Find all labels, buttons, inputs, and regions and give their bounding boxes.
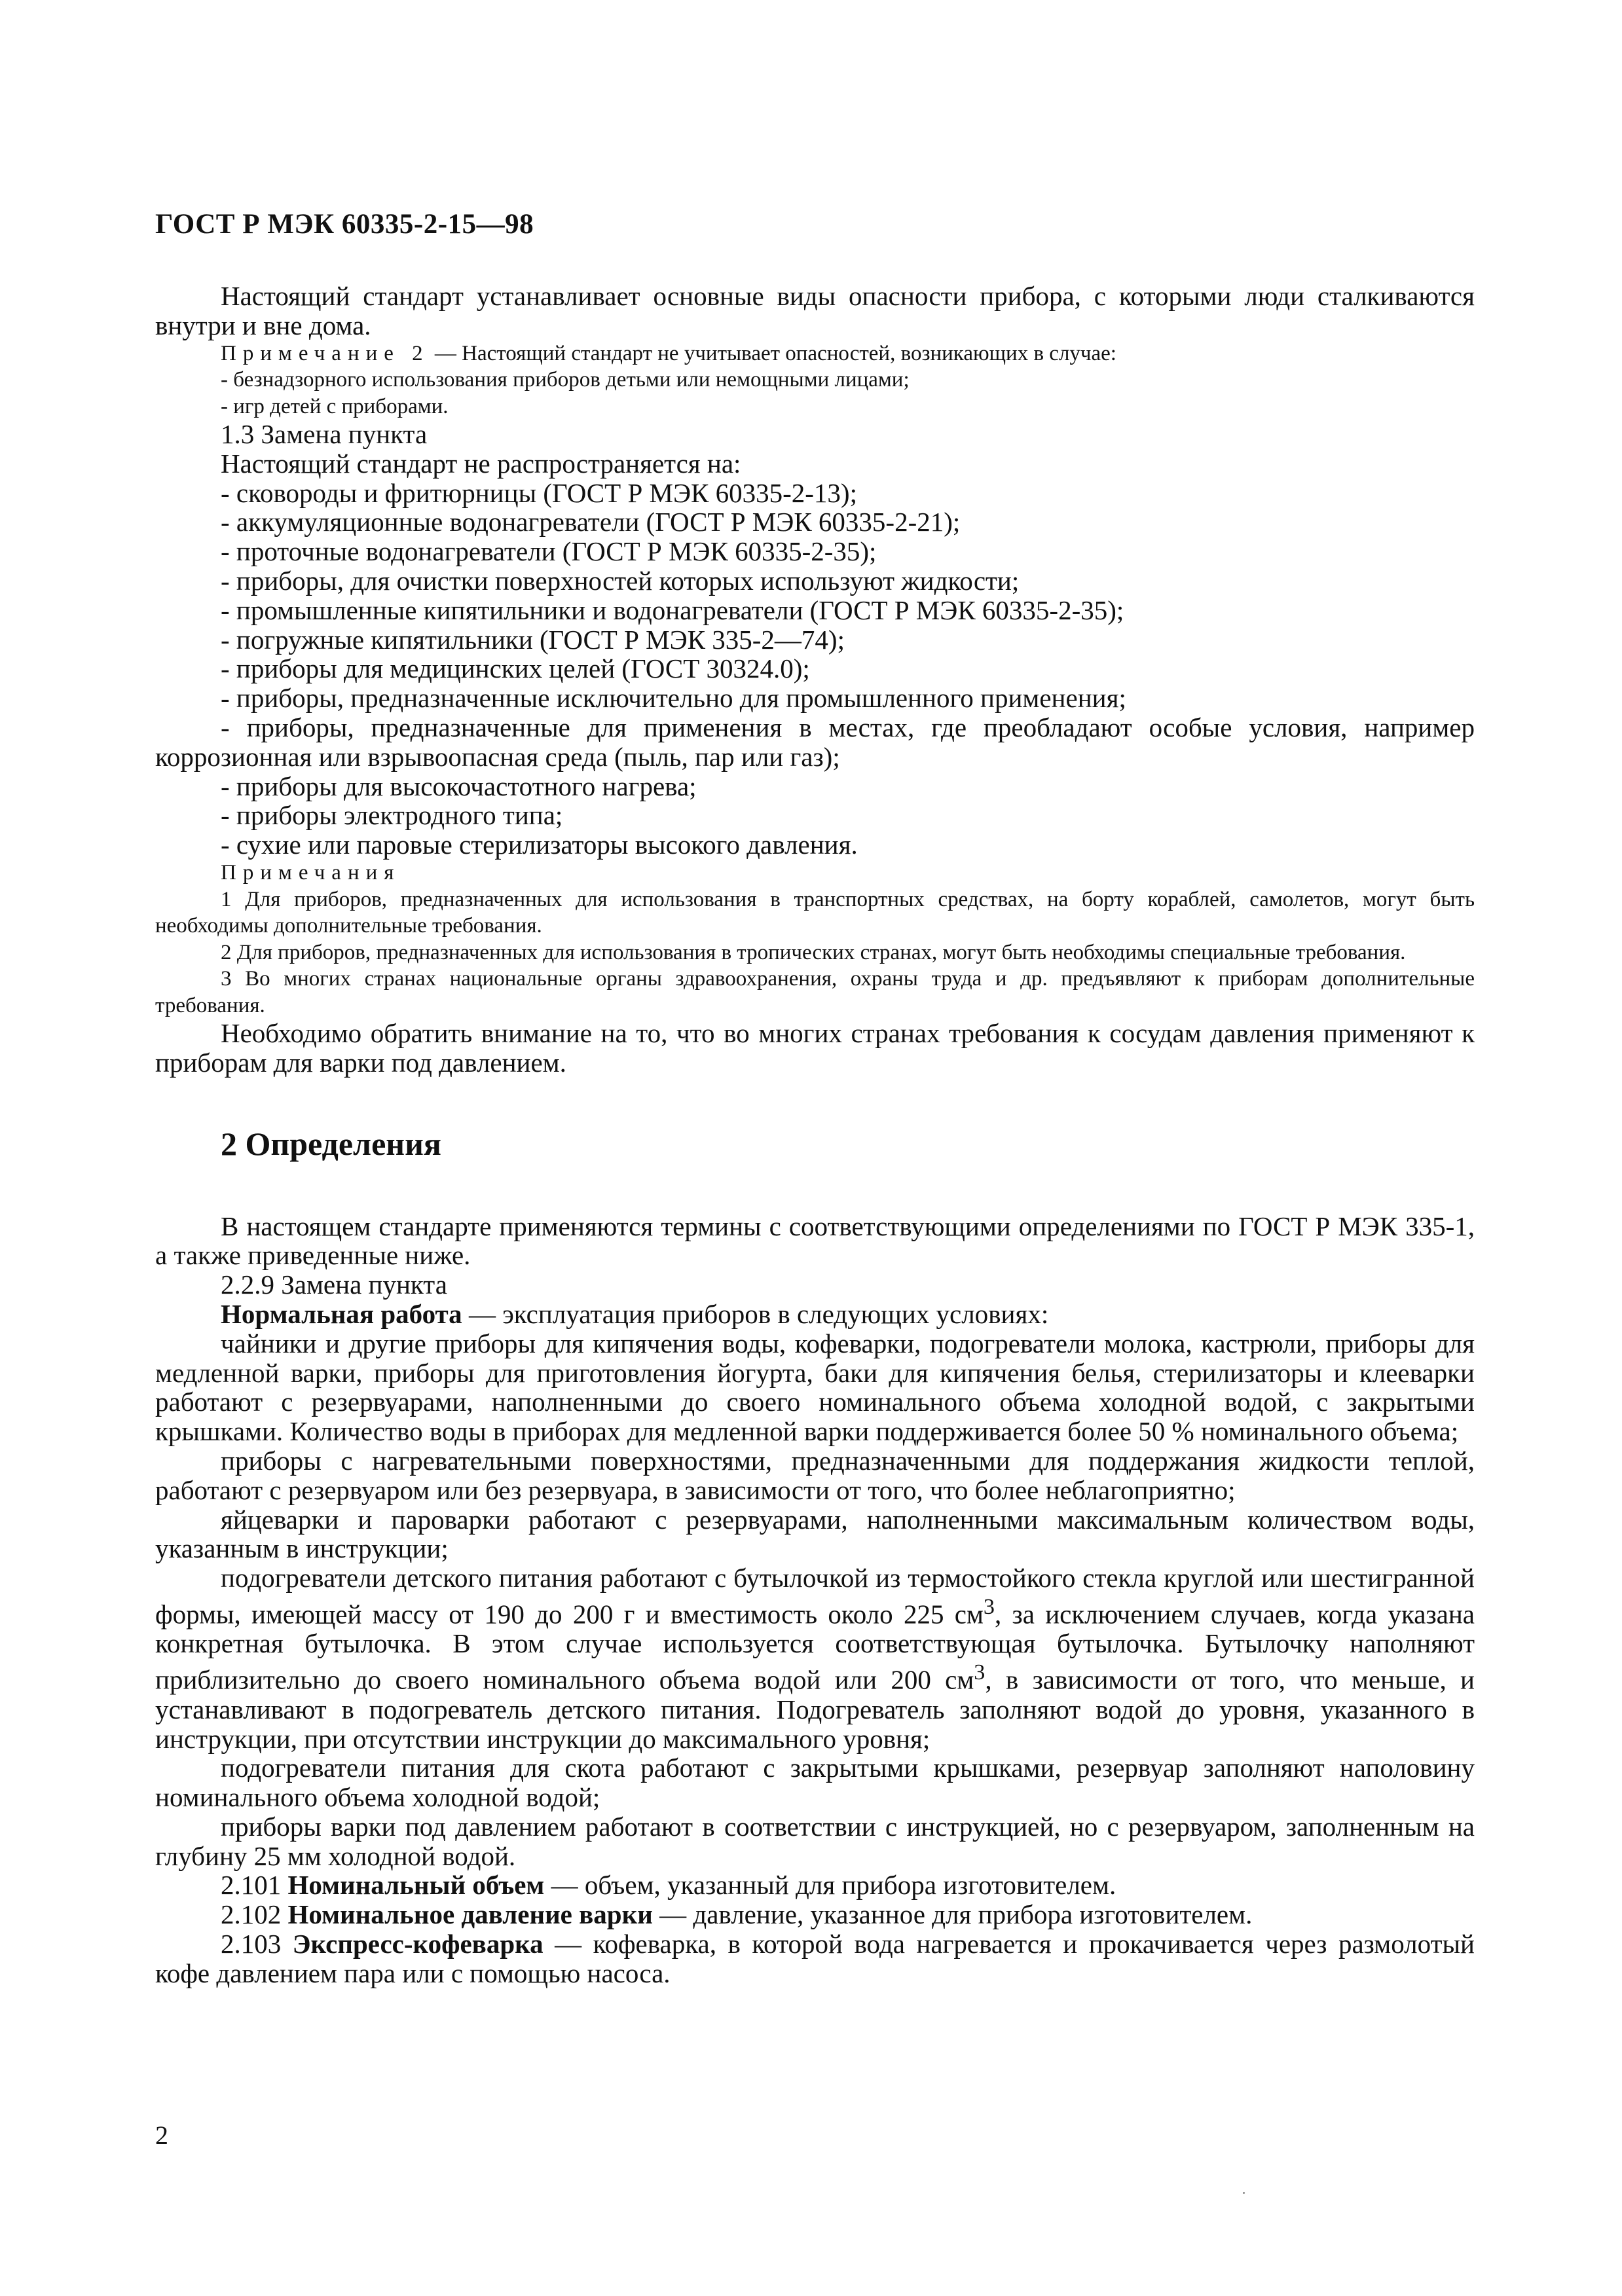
note-item: 3 Во многих странах национальные органы здравоохранения, охраны труда и др. предъявляют к приборам дополнительные требования. — [155, 967, 1475, 1017]
list-item: - приборы для высокочастотного нагрева; — [221, 771, 697, 801]
page-number: 2 — [155, 2121, 168, 2150]
condition-kettles: чайники и другие приборы для кипячения воды, кофеварки, подогреватели молока, кастрюли, приборы для медленной варки, приборы для приготовления йогурта, баки для кипячения белья, стерилизаторы и клееварки работают с резервуарами, наполненными до своего номинального объема холодной водой, с закрытыми крышками. Количество воды в приборах для медленной варки поддерживается более 50 % номинального объема; — [155, 1328, 1475, 1447]
condition-baby-food-warmers — [155, 1563, 1475, 1753]
scan-speck — [1243, 2192, 1245, 2194]
normal-operation-term: Нормальная работа — [221, 1299, 462, 1330]
document-header: ГОСТ Р МЭК 60335-2-15—98 — [155, 209, 534, 240]
note-2-bullet-1: - безнадзорного использования приборов детьми или немощными лицами; — [221, 368, 910, 392]
definition-term: Номинальное давление варки — [287, 1899, 653, 1930]
definition-number: 2.103 — [221, 1929, 293, 1959]
definitions-intro: В настоящем стандарте применяются термины с соответствующими определениями по ГОСТ Р МЭК 335-1, а также приведенные ниже. — [155, 1211, 1475, 1271]
definition-text: — объем, указанный для прибора изготовителем. — [544, 1870, 1116, 1901]
normal-operation-definition — [155, 1300, 1475, 1329]
definition-term: Номинальный объем — [287, 1870, 545, 1901]
note-2-bullet-2: - игр детей с приборами. — [221, 394, 449, 418]
normal-operation-text: — эксплуатация приборов в следующих условиях: — [462, 1299, 1049, 1330]
list-item: - приборы, предназначенные для применения в местах, где преобладают особые условия, например коррозионная или взрывоопасная среда (пыль, пар или газ); — [155, 712, 1475, 772]
definition-number: 2.101 — [221, 1870, 288, 1901]
list-item: - приборы для медицинских целей (ГОСТ 30324.0); — [221, 653, 810, 684]
condition-text: , в зависимости от того, что меньше, и устанавливают в подогреватель детского питания. Подогреватель заполняют водой до уровня, указанного в инструкции, при отсутствии инструкции до максимального уровня; — [155, 1664, 1475, 1754]
note-2-text: — Настоящий стандарт не учитывает опасностей, возникающих в случае: — [429, 341, 1116, 365]
condition-text: , за исключением случаев, когда указана конкретная бутылочка. В этом случае используется соответствующая бутылочка. Бутылочку наполняют приблизительно до своего номинального объема водой или 200 см — [155, 1599, 1475, 1695]
condition-pressure-cookers: приборы варки под давлением работают в соответствии с инструкцией, но с резервуаром, заполненным на глубину 25 мм холодной водой. — [155, 1811, 1475, 1871]
note-item: 1 Для приборов, предназначенных для использования в транспортных средствах, на борту кораблей, самолетов, могут быть необходимы дополнительные требования. — [155, 887, 1475, 938]
list-item: - промышленные кипятильники и водонагреватели (ГОСТ Р МЭК 60335-2-35); — [221, 594, 1124, 625]
definition-2-101 — [155, 1870, 1475, 1900]
definition-text: — кофеварка, в которой вода нагревается и прокачивается через размолотый кофе давлением пара или с помощью насоса. — [155, 1929, 1475, 1988]
clause-2-2-9-title: 2.2.9 Замена пункта — [221, 1269, 447, 1300]
clause-1-3-title: 1.3 Замена пункта — [221, 419, 428, 450]
list-item: - погружные кипятильники (ГОСТ Р МЭК 335-2—74); — [221, 624, 845, 655]
list-item: - приборы, предназначенные исключительно для промышленного применения; — [221, 683, 1126, 714]
list-item: - проточные водонагреватели (ГОСТ Р МЭК 60335-2-35); — [221, 536, 877, 567]
superscript: 3 — [983, 1595, 995, 1619]
note-2-label: Примечание 2 — [221, 341, 430, 365]
definition-2-102 — [155, 1900, 1475, 1929]
section-heading: 2 Определения — [221, 1125, 441, 1162]
clause-1-3-intro: Настоящий стандарт не распространяется на: — [221, 448, 741, 479]
condition-warming-plates: приборы с нагревательными поверхностями, предназначенными для поддержания жидкости теплой, работают с резервуаром или без резервуара, в зависимости от того, что более неблагоприятно; — [155, 1446, 1475, 1505]
definition-number: 2.102 — [221, 1899, 288, 1930]
definition-2-103 — [155, 1929, 1475, 1988]
definition-term: Экспресс-кофеварка — [292, 1929, 544, 1959]
condition-animal-feed-warmers: подогреватели питания для скота работают с закрытыми крышками, резервуар заполняют наполовину номинального объема холодной водой; — [155, 1753, 1475, 1813]
condition-egg-boilers: яйцеварки и пароварки работают с резервуарами, наполненными максимальным количеством воды, указанным в инструкции; — [155, 1504, 1475, 1564]
list-item: - приборы, для очистки поверхностей которых используют жидкости; — [221, 566, 1020, 596]
page-content — [155, 282, 1475, 1988]
note-2 — [155, 340, 1475, 367]
scope-paragraph: Настоящий стандарт устанавливает основные виды опасности прибора, с которыми люди сталкиваются внутри и вне дома. — [155, 281, 1475, 340]
list-item: - аккумуляционные водонагреватели (ГОСТ Р МЭК 60335-2-21); — [221, 507, 961, 538]
superscript: 3 — [974, 1660, 986, 1685]
list-item: - сковороды и фритюрницы (ГОСТ Р МЭК 60335-2-13); — [221, 477, 857, 508]
definition-text: — давление, указанное для прибора изготовителем. — [652, 1899, 1253, 1930]
list-item: - приборы электродного типа; — [221, 800, 563, 831]
note-item: 2 Для приборов, предназначенных для использования в тропических странах, могут быть необходимы специальные требования. — [221, 940, 1406, 964]
pressure-vessel-paragraph: Необходимо обратить внимание на то, что во многих странах требования к сосудам давления применяют к приборам для варки под давлением. — [155, 1018, 1475, 1078]
list-item: - сухие или паровые стерилизаторы высокого давления. — [221, 829, 858, 860]
condition-text: подогреватели детского питания работают с бутылочкой из термостойкого стекла круглой или шестигранной формы, имеющей массу от 190 до 200 г и вместимость около 225 см — [155, 1563, 1475, 1630]
notes-label: Примечания — [221, 861, 401, 885]
